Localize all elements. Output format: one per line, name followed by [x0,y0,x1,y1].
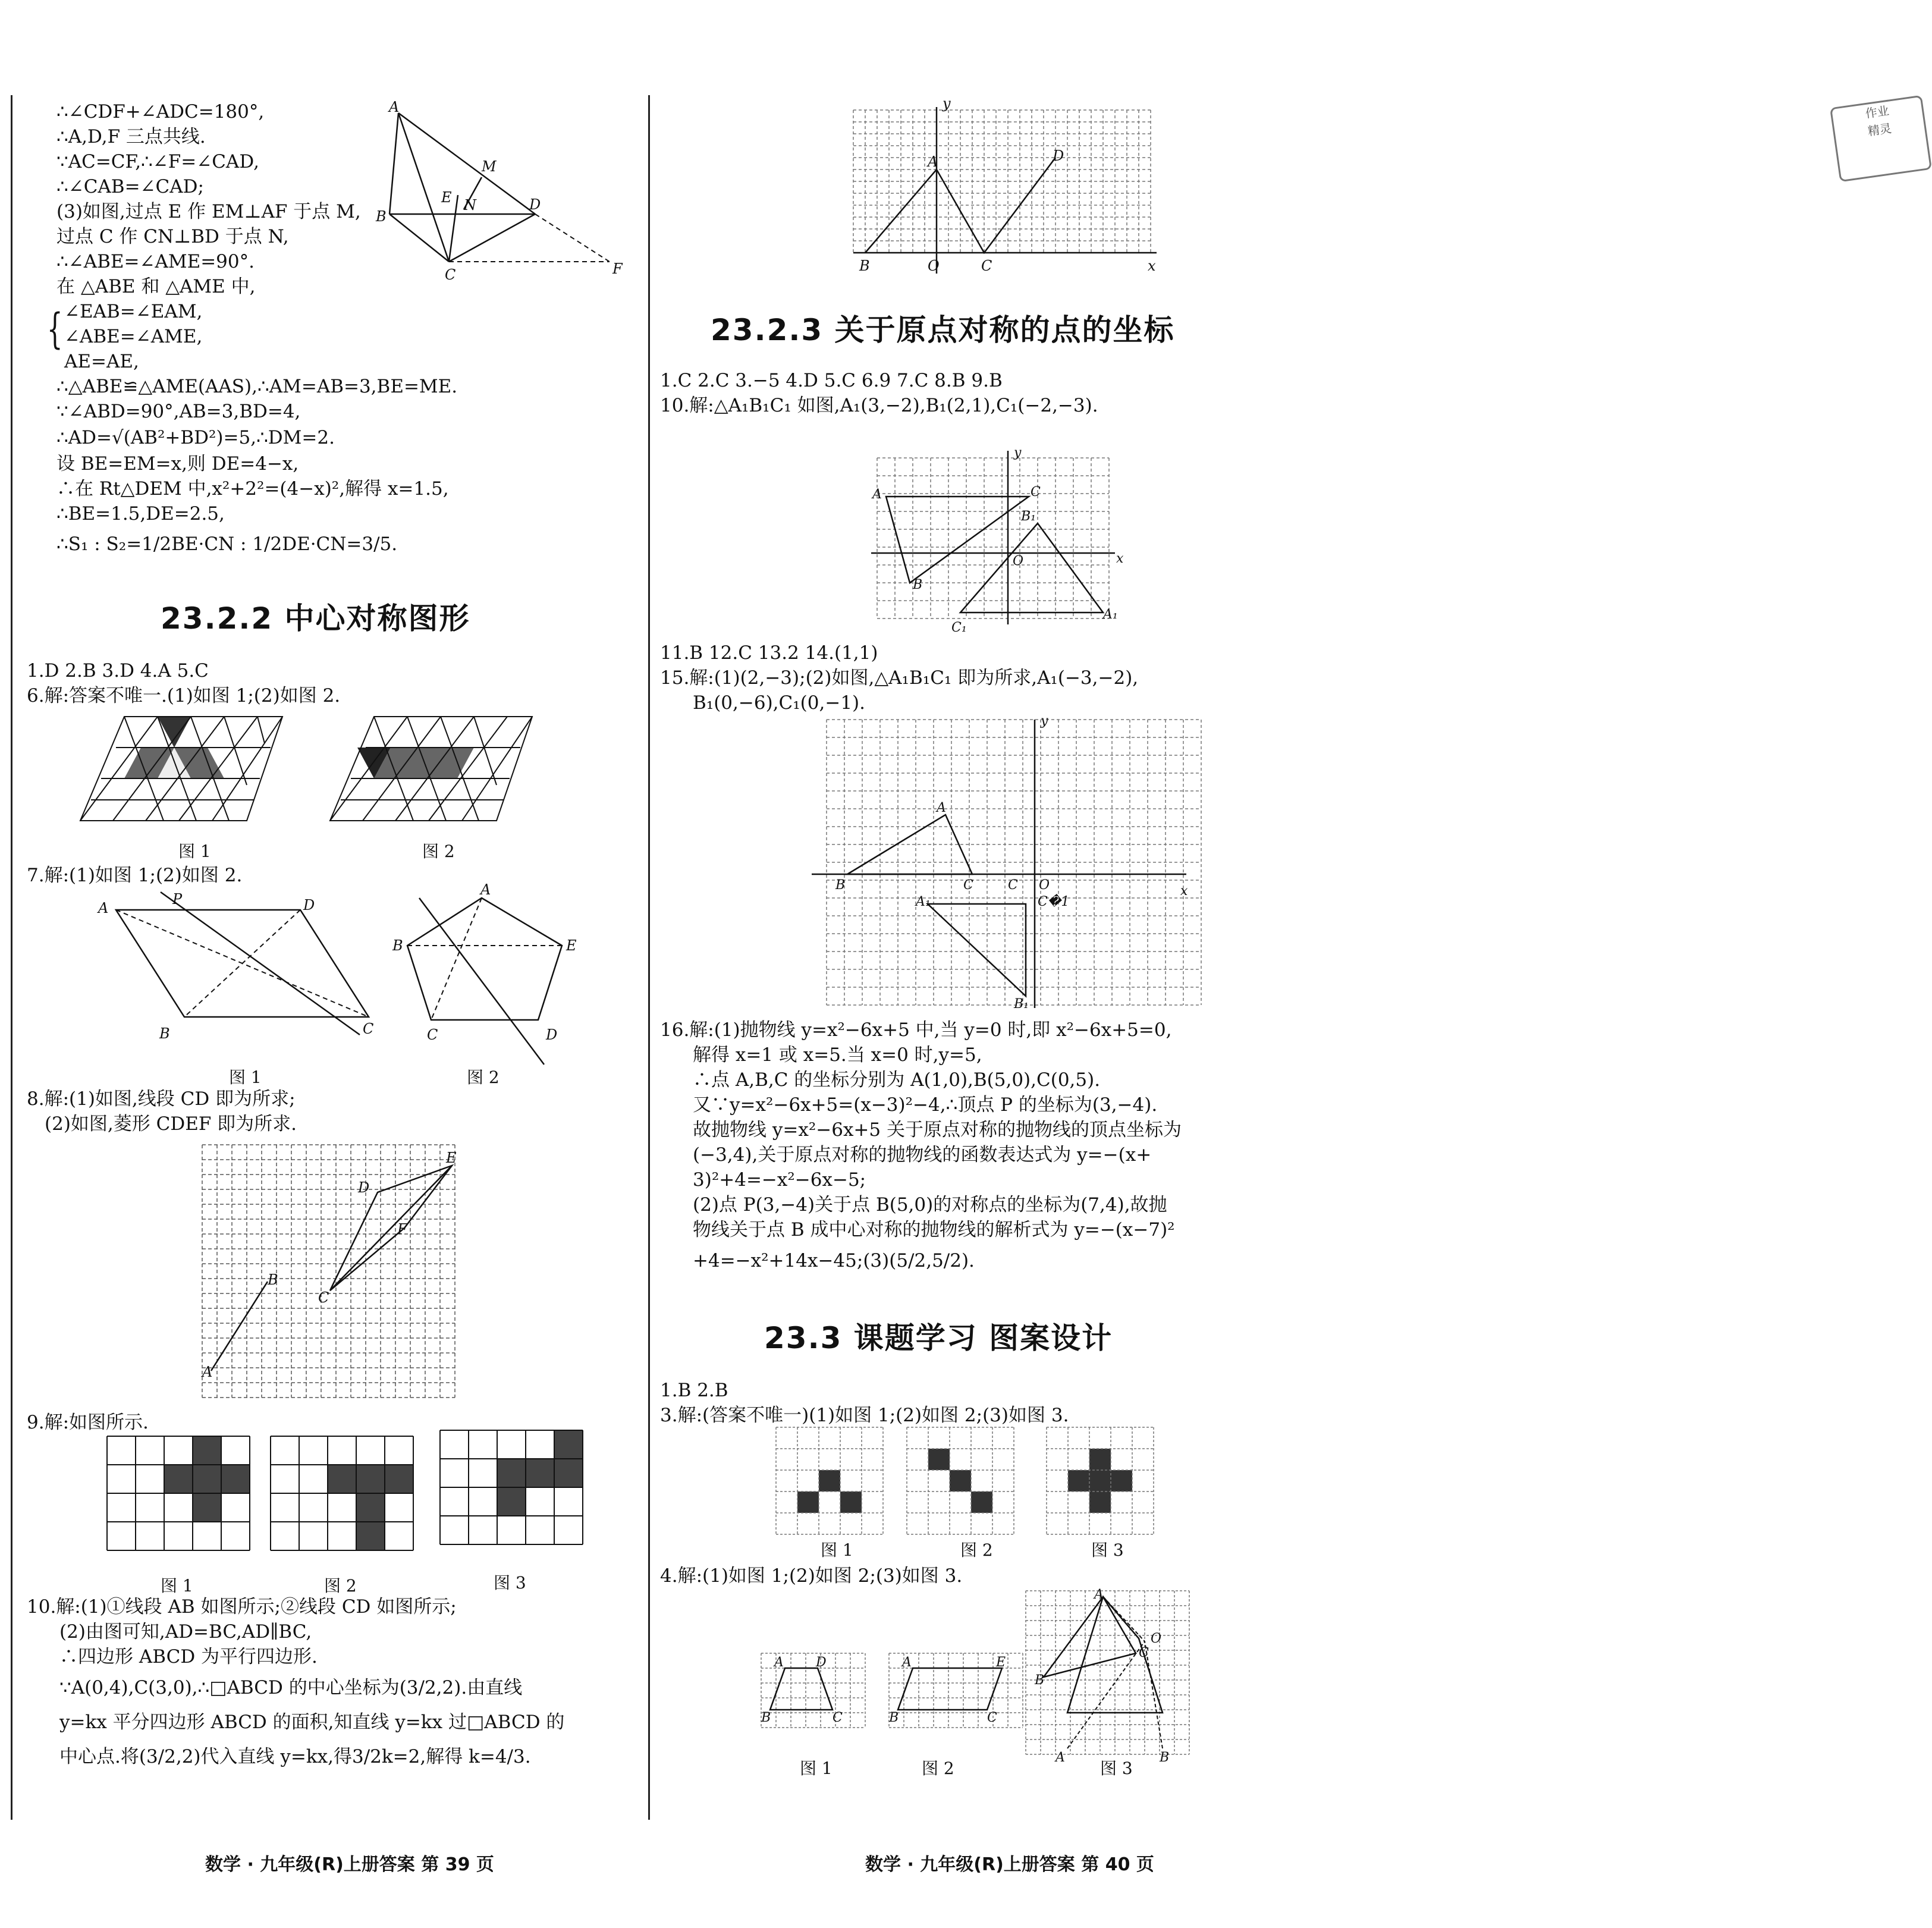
triangle-grid-figure-1 [68,714,318,833]
question-10: ∵A(0,4),C(3,0),∴□ABCD 的中心坐标为(3/2,2).由直线 [59,1677,523,1698]
svg-text:D: D [303,897,315,913]
svg-text:A: A [902,1655,912,1670]
svg-text:C: C [445,266,456,283]
section-title: 23.2.2 中心对称图形 [161,601,470,636]
figure-caption: 图 2 [324,1576,357,1596]
question-16: +4=−x²+14x−45;(3)(5/2,5/2). [693,1250,975,1271]
svg-text:D: D [529,196,541,213]
text-line: ∴AD=√(AB²+BD²)=5,∴DM=2. [56,427,335,448]
svg-text:x: x [1116,551,1124,566]
question-10: y=kx 平分四边形 ABCD 的面积,知直线 y=kx 过□ABCD 的 [59,1712,565,1733]
text-line: 设 BE=EM=x,则 DE=4−x, [56,453,299,475]
figure-caption: 图 2 [422,841,455,861]
svg-text:x: x [1148,258,1156,274]
rotation-grid-figure-3 [1020,1587,1192,1765]
svg-text:C: C [1031,485,1041,500]
triangle-figure [376,99,636,283]
coordinate-graph-figure [841,95,1174,280]
svg-text:A: A [98,900,109,916]
pentagon-figure [387,881,577,1065]
question-16: 解得 x=1 或 x=5.当 x=0 时,y=5, [693,1044,982,1066]
svg-text:A: A [937,800,946,815]
svg-text:E: E [996,1655,1006,1670]
svg-text:B: B [859,258,870,274]
svg-text:M: M [482,158,497,175]
column-divider-left [11,95,12,1820]
svg-text:O: O [1039,878,1050,893]
figure-caption: 图 1 [821,1540,853,1560]
svg-text:A₁: A₁ [1103,607,1118,622]
question-16: 故抛物线 y=x²−6x+5 关于原点对称的抛物线的顶点坐标为 [693,1119,1182,1141]
question-10-right: 10.解:△A₁B₁C₁ 如图,A₁(3,−2),B₁(2,1),C₁(−2,−3). [660,395,1098,416]
question-10: ∴四边形 ABCD 为平行四边形. [59,1646,318,1668]
question-4: 4.解:(1)如图 1;(2)如图 2;(3)如图 3. [660,1565,963,1587]
figure-caption: 图 1 [161,1576,193,1596]
parallelogram-figure [95,886,392,1053]
question-16: (−3,4),关于原点对称的抛物线的函数表达式为 y=−(x+ [693,1144,1152,1166]
figure-caption: 图 1 [178,841,211,861]
trapezoid-grid-figure-1 [761,1653,874,1748]
section-title: 23.2.3 关于原点对称的点的坐标 [711,313,1175,347]
text-line: ∴S₁ : S₂=1/2BE·CN : 1/2DE·CN=3/5. [56,533,398,555]
svg-text:D: D [1053,147,1064,164]
pattern-grid-figure-1 [776,1427,889,1540]
symmetry-grid-figure-2 [812,714,1192,1014]
square-grid-figure-3 [440,1427,589,1564]
svg-text:C₁: C₁ [951,620,967,635]
question-9: 9.解:如图所示. [27,1412,149,1433]
figure-caption: 图 3 [1100,1759,1133,1778]
svg-text:y: y [943,95,951,112]
svg-text:A₁: A₁ [916,894,931,909]
svg-text:D: D [816,1655,827,1670]
question-16: 3)²+4=−x²−6x−5; [693,1169,866,1191]
question-7: 7.解:(1)如图 1;(2)如图 2. [27,865,243,886]
figure-caption: 图 2 [960,1540,993,1560]
svg-text:D: D [546,1026,558,1043]
triangle-grid-figure-2 [318,714,568,833]
parallelogram-grid-figure-2 [889,1653,1026,1748]
question-10: 10.解:(1)①线段 AB 如图所示;②线段 CD 如图所示; [27,1596,457,1618]
answers: 11.B 12.C 13.2 14.(1,1) [660,642,878,664]
svg-text:C: C [318,1289,329,1306]
svg-text:B: B [913,577,923,592]
pattern-grid-figure-2 [907,1427,1020,1540]
answers: 1.B 2.B [660,1380,728,1401]
text-line: ∴∠ABE=∠AME=90°. [56,251,255,272]
figure-caption: 图 2 [922,1759,954,1778]
svg-text:D: D [358,1179,370,1196]
question-8a: 8.解:(1)如图,线段 CD 即为所求; [27,1088,296,1110]
figure-caption: 图 1 [229,1067,262,1087]
rhombus-grid-figure [196,1139,470,1406]
question-6: 6.解:答案不唯一.(1)如图 1;(2)如图 2. [27,685,341,706]
figure-caption: 图 3 [494,1573,526,1593]
svg-text:x: x [1180,884,1188,899]
page-footer: 数学 · 九年级(R)上册答案 第 40 页 [865,1854,1154,1875]
text-line: 在 △ABE 和 △AME 中, [56,276,256,297]
figure-caption: 图 1 [800,1759,833,1778]
svg-text:A: A [872,487,882,502]
page-footer: 数学 · 九年级(R)上册答案 第 39 页 [205,1854,494,1875]
question-15: 15.解:(1)(2,−3);(2)如图,△A₁B₁C₁ 即为所求,A₁(−3,−2), [660,667,1139,689]
text-line: ∠ABE=∠AME, [64,326,203,347]
question-3: 3.解:(答案不唯一)(1)如图 1;(2)如图 2;(3)如图 3. [660,1405,1069,1426]
figure-caption: 图 3 [1091,1540,1124,1560]
text-line: ∠EAB=∠EAM, [64,301,203,322]
svg-text:F: F [397,1221,407,1238]
text-line: ∴A,D,F 三点共线. [56,126,206,147]
svg-text:C: C [1008,878,1018,893]
answers: 1.C 2.C 3.−5 4.D 5.C 6.9 7.C 8.B 9.B [660,370,1003,391]
section-title: 23.3 课题学习 图案设计 [764,1321,1113,1355]
svg-text:A: A [480,881,491,898]
svg-text:y: y [1041,714,1048,729]
text-line: ∴∠CAB=∠CAD; [56,176,204,197]
svg-text:A: A [1055,1750,1065,1765]
text-line: AE=AE, [64,351,139,372]
text-line: ∴△ABE≌△AME(AAS),∴AM=AB=3,BE=ME. [56,376,458,397]
question-16: (2)点 P(3,−4)关于点 B(5,0)的对称点的坐标为(7,4),故抛 [693,1194,1167,1216]
svg-text:B: B [889,1710,899,1725]
question-16: 物线关于点 B 成中心对称的抛物线的解析式为 y=−(x−7)² [693,1219,1175,1241]
column-divider-center [648,95,650,1820]
svg-text:B₁: B₁ [1014,997,1029,1012]
svg-text:C: C [363,1020,374,1037]
svg-text:A: A [389,99,400,115]
figure-caption: 图 2 [467,1067,500,1087]
svg-text:C: C [987,1710,997,1725]
question-16: 16.解:(1)抛物线 y=x²−6x+5 中,当 y=0 时,即 x²−6x+5=0, [660,1019,1172,1041]
svg-text:B₁: B₁ [1021,509,1036,524]
text-line: 过点 C 作 CN⊥BD 于点 N, [56,226,289,247]
svg-text:B: B [835,878,846,893]
svg-text:B: B [268,1271,278,1288]
svg-text:C: C [427,1026,438,1043]
brace: { [46,304,63,353]
svg-text:E: E [446,1150,457,1166]
square-grid-figure-1 [107,1433,256,1570]
svg-text:B: B [159,1025,170,1042]
svg-text:A: A [202,1364,213,1380]
svg-text:N: N [464,197,476,213]
svg-text:C�1: C�1 [1038,894,1070,909]
svg-text:B: B [1160,1750,1170,1765]
text-line: ∴∠CDF+∠ADC=180°, [56,101,265,123]
svg-text:E: E [441,189,452,206]
text-line: ∵AC=CF,∴∠F=∠CAD, [56,151,259,172]
svg-text:O: O [928,258,940,274]
svg-text:y: y [1014,445,1022,460]
question-16: ∴点 A,B,C 的坐标分别为 A(1,0),B(5,0),C(0,5). [693,1069,1101,1091]
question-15: B₁(0,−6),C₁(0,−1). [693,692,865,714]
question-16: 又∵y=x²−6x+5=(x−3)²−4,∴顶点 P 的坐标为(3,−4). [693,1094,1158,1116]
svg-text:A: A [928,153,938,170]
svg-text:C: C [981,258,992,274]
svg-text:B: B [392,937,403,954]
svg-text:C: C [1139,1646,1149,1660]
text-line: ∵∠ABD=90°,AB=3,BD=4, [56,401,301,422]
svg-text:C: C [833,1710,843,1725]
svg-text:A: A [1094,1587,1104,1602]
answers: 1.D 2.B 3.D 4.A 5.C [27,660,209,682]
svg-text:O: O [1151,1631,1162,1646]
svg-text:C: C [963,878,973,893]
pattern-grid-figure-3 [1047,1427,1160,1540]
svg-text:E: E [566,937,577,954]
text-line: ∴在 Rt△DEM 中,x²+2²=(4−x)²,解得 x=1.5, [56,478,449,500]
question-10: (2)由图可知,AD=BC,AD∥BC, [59,1621,312,1643]
text-line: (3)如图,过点 E 作 EM⊥AF 于点 M, [56,201,361,222]
svg-text:B: B [1035,1673,1045,1688]
symmetry-grid-figure-1 [865,446,1127,636]
square-grid-figure-2 [271,1433,419,1570]
question-10: 中心点.将(3/2,2)代入直线 y=kx,得3/2k=2,解得 k=4/3. [59,1746,531,1767]
svg-text:F: F [612,260,623,277]
svg-text:P: P [172,891,183,908]
text-line: ∴BE=1.5,DE=2.5, [56,503,225,525]
svg-text:B: B [376,208,387,225]
svg-text:O: O [1013,554,1024,569]
question-8b: (2)如图,菱形 CDEF 即为所求. [45,1113,297,1135]
svg-text:B: B [761,1710,771,1725]
stamp-logo: 作业 精灵 [1830,95,1932,182]
svg-text:A: A [774,1655,784,1670]
